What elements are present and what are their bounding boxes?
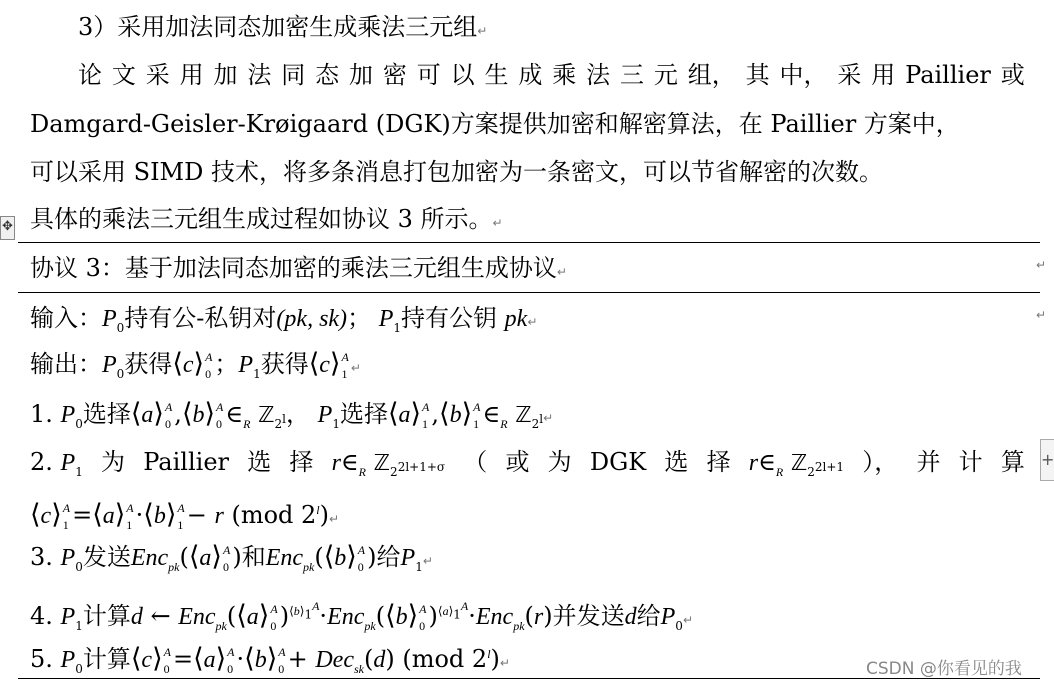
paragraph-line-1-token: 元	[653, 61, 678, 89]
protocol-step-2-line-2: ⟨c⟩ A 1 =⟨a⟩ A 1 ·⟨b⟩ A 1 − r (mod 2$^l$)↵	[30, 499, 340, 532]
paragraph-line-1-token: 生	[484, 61, 509, 89]
paragraph-line-1-token: 加	[349, 61, 373, 89]
paragraph-line-1-token: 可	[416, 61, 441, 89]
paragraph-line-3: 可以采用 SIMD 技术，将多条消息打包加密为一条密文，可以节省解密的次数。	[30, 158, 883, 186]
paragraph-line-1-token: 用	[179, 61, 204, 89]
paragraph-mark-icon: ↵	[682, 613, 693, 627]
paragraph-line-1-token: 文	[111, 61, 136, 89]
paragraph-line-1	[78, 59, 1025, 91]
paragraph-line-1-token: 密	[382, 61, 407, 89]
table-top-rule	[18, 242, 1040, 243]
protocol-step-2-line-1: 2. $P_1$ 为 Paillier 选 择 $r\in_R$ ℤ$_{2^{2l+1+\sigma}}$ （ 或 为 DGK 选 择 $r\in_R$ ℤ$_{2^{2l+1}}$ ）， 并 计 算	[30, 448, 1025, 479]
section-heading: 3）采用加法同态加密生成乘法三元组↵	[78, 13, 488, 41]
paragraph-line-1-token: 论	[78, 61, 102, 89]
paragraph-mark-icon: ↵	[527, 315, 538, 329]
paragraph-mark-icon: ↵	[499, 656, 510, 670]
paragraph-line-1-token: 采	[145, 61, 170, 89]
paragraph-mark-icon: ↵	[492, 216, 503, 230]
protocol-step-3: 3. $P_0$发送Enc$_{pk}$(⟨a⟩ A 0 )和Enc$_{pk}$(⟨b⟩ A 0 )给$P_1↵$	[30, 541, 433, 574]
paragraph-mark-icon: ↵	[477, 24, 488, 38]
paragraph-line-1-token: 同	[281, 61, 306, 89]
paragraph-line-1-token: 法	[586, 61, 611, 89]
paragraph-mark-icon: ↵	[556, 265, 567, 279]
paragraph-line-1-token: 三	[620, 61, 644, 89]
paragraph-line-1-token: 以	[450, 61, 475, 89]
protocol-title: 协议 3：基于加法同态加密的乘法三元组生成协议↵	[30, 254, 567, 282]
paragraph-line-1-token: 其	[745, 61, 770, 89]
protocol-step-4: 4. $P_1$计算d ← Enc$_{pk}$(⟨a⟩ A 0 )$^{⟨b⟩_1^A}$·Enc$_{pk}$(⟨b⟩ A 0 )$^{⟨a⟩_1^A}$·Enc$_{pk}$(r)并发送d给$P_0↵$	[30, 599, 693, 633]
paragraph-line-1-token: 组，	[687, 61, 736, 89]
move-handle-icon[interactable]: ✥	[0, 216, 15, 240]
protocol-input: 输入：$P_0$持有公-私钥对(pk, sk)； $P_1$持有公钥 pk↵	[30, 304, 538, 335]
paragraph-line-1-token: 加	[213, 61, 238, 89]
watermark: CSDN @你看见的我	[866, 659, 1022, 679]
paragraph-line-1-token: 或	[1000, 61, 1025, 89]
paragraph-mark-icon: ↵	[1036, 308, 1047, 322]
paragraph-mark-icon: ↵	[1036, 258, 1047, 272]
paragraph-line-1-token: Paillier	[905, 61, 991, 89]
paragraph-mark-icon: ↵	[543, 411, 554, 425]
protocol-output: 输出：$P_0$获得⟨c⟩ A 0 ；$P_1$获得⟨c⟩ A 1 ↵	[30, 348, 361, 381]
paragraph-line-1-token: 用	[871, 61, 896, 89]
protocol-step-5: 5. $P_0$计算⟨c⟩ A 0 =⟨a⟩ A 0 ·⟨b⟩ A 0 + Dec$_{sk}$(d) (mod 2$^l$)↵	[30, 643, 510, 676]
paragraph-line-1-token: 法	[247, 61, 272, 89]
paragraph-mark-icon: ↵	[350, 361, 361, 375]
paragraph-mark-icon: ↵	[329, 512, 340, 526]
paragraph-mark-icon: ↵	[422, 554, 433, 568]
paragraph-line-1-token: 采	[837, 61, 862, 89]
paragraph-line-1-token: 中，	[779, 61, 828, 89]
protocol-step-1: 1. $P_0$选择⟨a⟩ A 0 ,⟨b⟩ A 0 $\in_R$ ℤ$_{2^l}$， $P_1$选择⟨a⟩ A 1 ,⟨b⟩ A 1 $\in_R$ ℤ$_{2^l}$↵	[30, 398, 554, 431]
paragraph-line-2: Damgard-Geisler-Krøigaard (DGK)方案提供加密和解密算法，在 Paillier 方案中，	[30, 110, 960, 138]
table-mid-rule	[18, 292, 1040, 293]
paragraph-line-1-token: 成	[518, 61, 543, 89]
paragraph-line-4: 具体的乘法三元组生成过程如协议 3 所示。↵	[30, 205, 503, 233]
paragraph-line-1-token: 态	[315, 61, 340, 89]
expand-handle-icon[interactable]: +	[1040, 439, 1054, 481]
paragraph-line-1-token: 乘	[552, 61, 577, 89]
